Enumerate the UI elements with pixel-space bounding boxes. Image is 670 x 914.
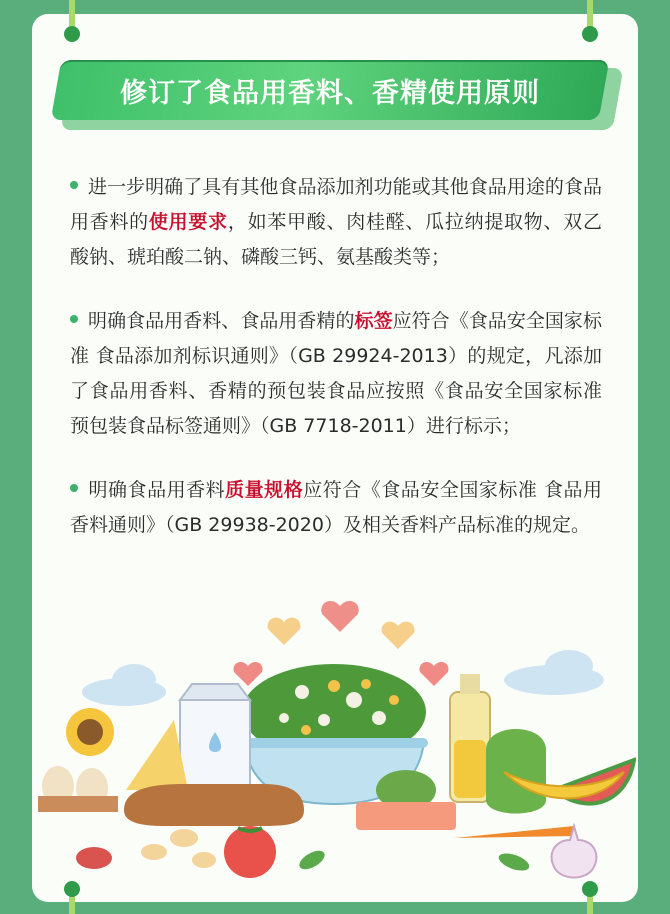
food-illustration xyxy=(34,600,636,900)
cheese-icon xyxy=(126,720,188,790)
list-item xyxy=(70,170,602,275)
heart-icon xyxy=(382,622,415,649)
heart-icon xyxy=(419,662,448,686)
bread-icon xyxy=(124,784,304,826)
list-item xyxy=(70,304,602,444)
pin-right-top xyxy=(582,26,598,42)
item-highlight: 质量规格 xyxy=(225,479,304,501)
item-highlight: 使用要求 xyxy=(148,211,228,233)
item-text: 应符合《食品安全国家标准 食品用香料通则》（GB 29938-2020）及相关香料产品标准的规定。 xyxy=(70,479,602,536)
carrot-icon xyxy=(454,826,574,838)
tomato-icon xyxy=(224,826,276,878)
item-text: 应符合《食品安全国家标准 食品添加剂标识通则》（GB 29924-2013）的规定，凡添加了食品用香料、香精的预包装食品应按照《食品安全国家标准 预包装食品标签通则》（GB 7718-2011）进行标示； xyxy=(70,310,602,437)
item-text: 明确食品用香料 xyxy=(88,479,226,501)
heart-icon xyxy=(233,662,262,686)
cashew-icon xyxy=(141,829,216,868)
item-text: ，如苯甲酸、肉桂醛、瓜拉纳提取物、双乙酸钠、琥珀酸二钠、磷酸三钙、氨基酸类等； xyxy=(70,211,602,268)
oil-bottle-icon xyxy=(450,674,490,802)
pin-left-top xyxy=(64,26,80,42)
list-item xyxy=(70,473,602,543)
page-title: 修订了食品用香料、香精使用原则 xyxy=(120,77,540,109)
heart-icon xyxy=(268,618,301,645)
leaf-icon xyxy=(296,847,531,874)
rule-list xyxy=(70,170,602,572)
bullet-dot-icon xyxy=(70,181,78,189)
item-text: 进一步明确了具有其他食品添加剂功能或其他食品用途的食品用香料的 xyxy=(70,176,602,233)
cloud-icon xyxy=(82,664,166,706)
salmon-icon xyxy=(356,802,456,830)
bullet-dot-icon xyxy=(70,315,78,323)
bean-icon xyxy=(76,847,112,869)
heart-icon xyxy=(321,601,358,632)
item-text: 明确食品用香料、食品用香精的 xyxy=(88,310,355,332)
pepper-icon xyxy=(486,729,546,814)
sunflower-icon xyxy=(66,708,114,756)
bullet-dot-icon xyxy=(70,484,78,492)
item-highlight: 标签 xyxy=(354,310,393,332)
cloud-icon xyxy=(504,650,604,695)
